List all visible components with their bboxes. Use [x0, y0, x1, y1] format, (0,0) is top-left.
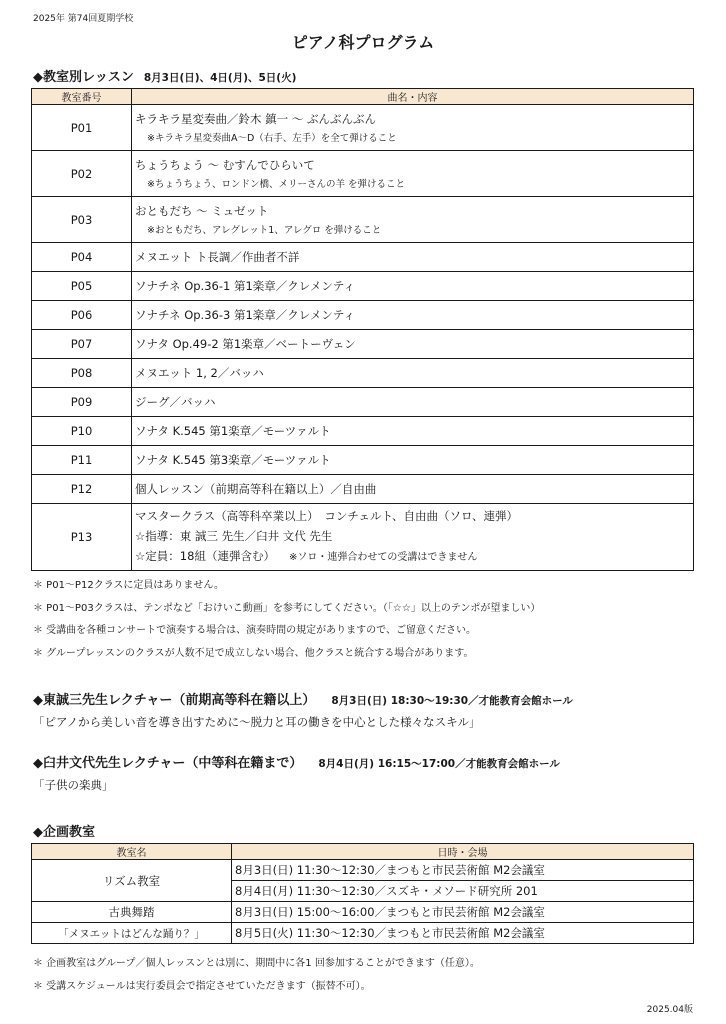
- class-content: [132, 446, 694, 475]
- table-row: [32, 272, 694, 301]
- table-row: [32, 301, 694, 330]
- version-label: 2025.04版: [646, 1005, 693, 1015]
- table-row-dance: [32, 902, 694, 923]
- class-code: P03: [32, 197, 132, 243]
- footnote: ＊ P01～P03クラスは、テンポなど「おけいこ動画」を参考にしてください。（「☆☆」以上のテンポが望ましい）: [33, 602, 541, 614]
- class-note: ※おともだち、アレグレット1、アレグロ を弾けること: [147, 225, 382, 236]
- lecture2-topic: 「子供の楽典」: [33, 778, 114, 792]
- class-content: [132, 197, 694, 243]
- column-header: 教室番号: [32, 89, 132, 105]
- special-slot: 8月3日(日) 15:00～16:00／まつもと市民芸術館 M2会議室: [232, 902, 694, 923]
- footnote: ＊ 受講曲を各種コンサートで演奏する場合は、演奏時間の規定がありますので、ご留意ください。: [33, 625, 476, 636]
- p13-line-3: [135, 546, 690, 568]
- class-title: キラキラ星変奏曲／鈴木 鎮一 ～ ぶんぶんぶん: [135, 112, 376, 126]
- table-row: [32, 359, 694, 388]
- class-content: [132, 330, 694, 359]
- table-row: [32, 923, 694, 944]
- p13-note: ※ソロ・連弾合わせての受講はできません: [288, 552, 478, 563]
- special-slot: 8月5日(火) 11:30～12:30／まつもと市民芸術館 M2会議室: [232, 923, 694, 944]
- class-title: ソナタ K.545 第3楽章／モーツァルト: [135, 453, 331, 467]
- p13-capacity: ☆定員：18組（連弾含む）: [135, 549, 275, 563]
- lecture1-heading: [33, 689, 573, 708]
- lessons-dates: 8月3日(日)、4日(月)、5日(火): [143, 72, 297, 84]
- lessons-heading: [33, 66, 296, 85]
- class-code: P12: [32, 475, 132, 504]
- lecture2-heading: [33, 752, 560, 771]
- class-title: メヌエット 1, 2／バッハ: [135, 366, 264, 380]
- class-code: P06: [32, 301, 132, 330]
- class-title: ちょうちょう ～ むすんでひらいて: [135, 158, 315, 172]
- column-header: 曲名・内容: [132, 89, 694, 105]
- table-row: [32, 388, 694, 417]
- class-title: ソナチネ Op.36-1 第1楽章／クレメンティ: [135, 279, 356, 293]
- class-content: [132, 105, 694, 151]
- table-row: [32, 417, 694, 446]
- class-content: [132, 475, 694, 504]
- table-row: [32, 330, 694, 359]
- class-content: [132, 272, 694, 301]
- class-code: P04: [32, 243, 132, 272]
- special-slot: 8月4日(月) 11:30～12:30／スズキ・メソード研究所 201: [232, 881, 694, 902]
- table-row: [32, 151, 694, 197]
- class-title: ソナタ K.545 第1楽章／モーツァルト: [135, 424, 331, 438]
- p13-line-1: マスタークラス（高等科卒業以上） コンチェルト、自由曲（ソロ、連弾）: [135, 509, 519, 523]
- special-class-name: リズム教室: [32, 860, 232, 902]
- class-content: [132, 359, 694, 388]
- table-row-rhythm: [32, 860, 694, 881]
- lecture2-details: 8月4日(月) 16:15～17:00／才能教育会館ホール: [318, 758, 560, 770]
- class-code: P01: [32, 105, 132, 151]
- class-code: P10: [32, 417, 132, 446]
- class-code: P08: [32, 359, 132, 388]
- footnote: ＊ P01～P12クラスに定員はありません。: [33, 580, 224, 591]
- table-row: [32, 197, 694, 243]
- class-content: [132, 417, 694, 446]
- class-code: P11: [32, 446, 132, 475]
- class-note: ※キラキラ星変奏曲A～D（右手、左手）を全て弾けること: [147, 133, 397, 144]
- page-title: ピアノ科プログラム: [291, 33, 435, 52]
- table-row: [32, 105, 694, 151]
- footnote: ＊ グループレッスンのクラスが人数不足で成立しない場合、他クラスと統合する場合があります。: [33, 647, 474, 659]
- lecture1-title: ◆東誠三先生レクチャー（前期高等科在籍以上）: [33, 693, 316, 708]
- special-table: [31, 843, 694, 944]
- lessons-table: [31, 88, 694, 571]
- class-code: P07: [32, 330, 132, 359]
- column-header: 教室名: [32, 844, 232, 860]
- class-code: P09: [32, 388, 132, 417]
- class-code: P13: [32, 504, 132, 571]
- class-code: P02: [32, 151, 132, 197]
- lecture2-title: ◆臼井文代先生レクチャー（中等科在籍まで）: [33, 756, 303, 771]
- footnote: ＊ 受講スケジュールは実行委員会で指定させていただきます（振替不可）。: [33, 980, 371, 992]
- lessons-heading-label: ◆教室別レッスン: [33, 70, 134, 85]
- class-title: おともだち ～ ミュゼット: [135, 204, 269, 218]
- table-row: [32, 475, 694, 504]
- class-content: [132, 504, 694, 571]
- p13-line-2: ☆指導：東 誠三 先生／臼井 文代 先生: [135, 529, 333, 543]
- class-title: ジーグ／バッハ: [135, 395, 216, 409]
- school-name: 2025年 第74回夏期学校: [33, 14, 134, 24]
- lecture1-topic: 「ピアノから美しい音を導き出すために～脱力と耳の働きを中心とした様々なスキル」: [33, 715, 481, 729]
- class-content: [132, 243, 694, 272]
- special-heading: ◆企画教室: [33, 825, 95, 840]
- class-note: ※ちょうちょう、ロンドン橋、メリーさんの羊 を弾けること: [147, 179, 405, 190]
- class-content: [132, 301, 694, 330]
- table-row: [32, 243, 694, 272]
- class-code: P05: [32, 272, 132, 301]
- class-title: 個人レッスン（前期高等科在籍以上）／自由曲: [135, 482, 377, 496]
- lecture1-details: 8月3日(日) 18:30～19:30／才能教育会館ホール: [331, 695, 573, 707]
- table-row-p13: [32, 504, 694, 571]
- footnote: ＊ 企画教室はグループ／個人レッスンとは別に、期間中に各1 回参加することができます（任意）。: [33, 958, 480, 969]
- class-content: [132, 151, 694, 197]
- class-title: ソナチネ Op.36-3 第1楽章／クレメンティ: [135, 308, 356, 322]
- lessons-header-row: [32, 89, 694, 105]
- lessons-footnotes: [33, 575, 540, 665]
- special-class-name: 古典舞踏: [32, 902, 232, 923]
- special-footnotes: [33, 953, 480, 998]
- class-title: メヌエット ト長調／作曲者不詳: [135, 250, 300, 264]
- special-class-subtitle: 「メヌエットはどんな踊り？」: [32, 923, 232, 944]
- column-header: 日時・会場: [232, 844, 694, 860]
- class-content: [132, 388, 694, 417]
- table-row: [32, 446, 694, 475]
- special-slot: 8月3日(日) 11:30～12:30／まつもと市民芸術館 M2会議室: [232, 860, 694, 881]
- class-title: ソナタ Op.49-2 第1楽章／ベートーヴェン: [135, 337, 356, 351]
- special-header-row: [32, 844, 694, 860]
